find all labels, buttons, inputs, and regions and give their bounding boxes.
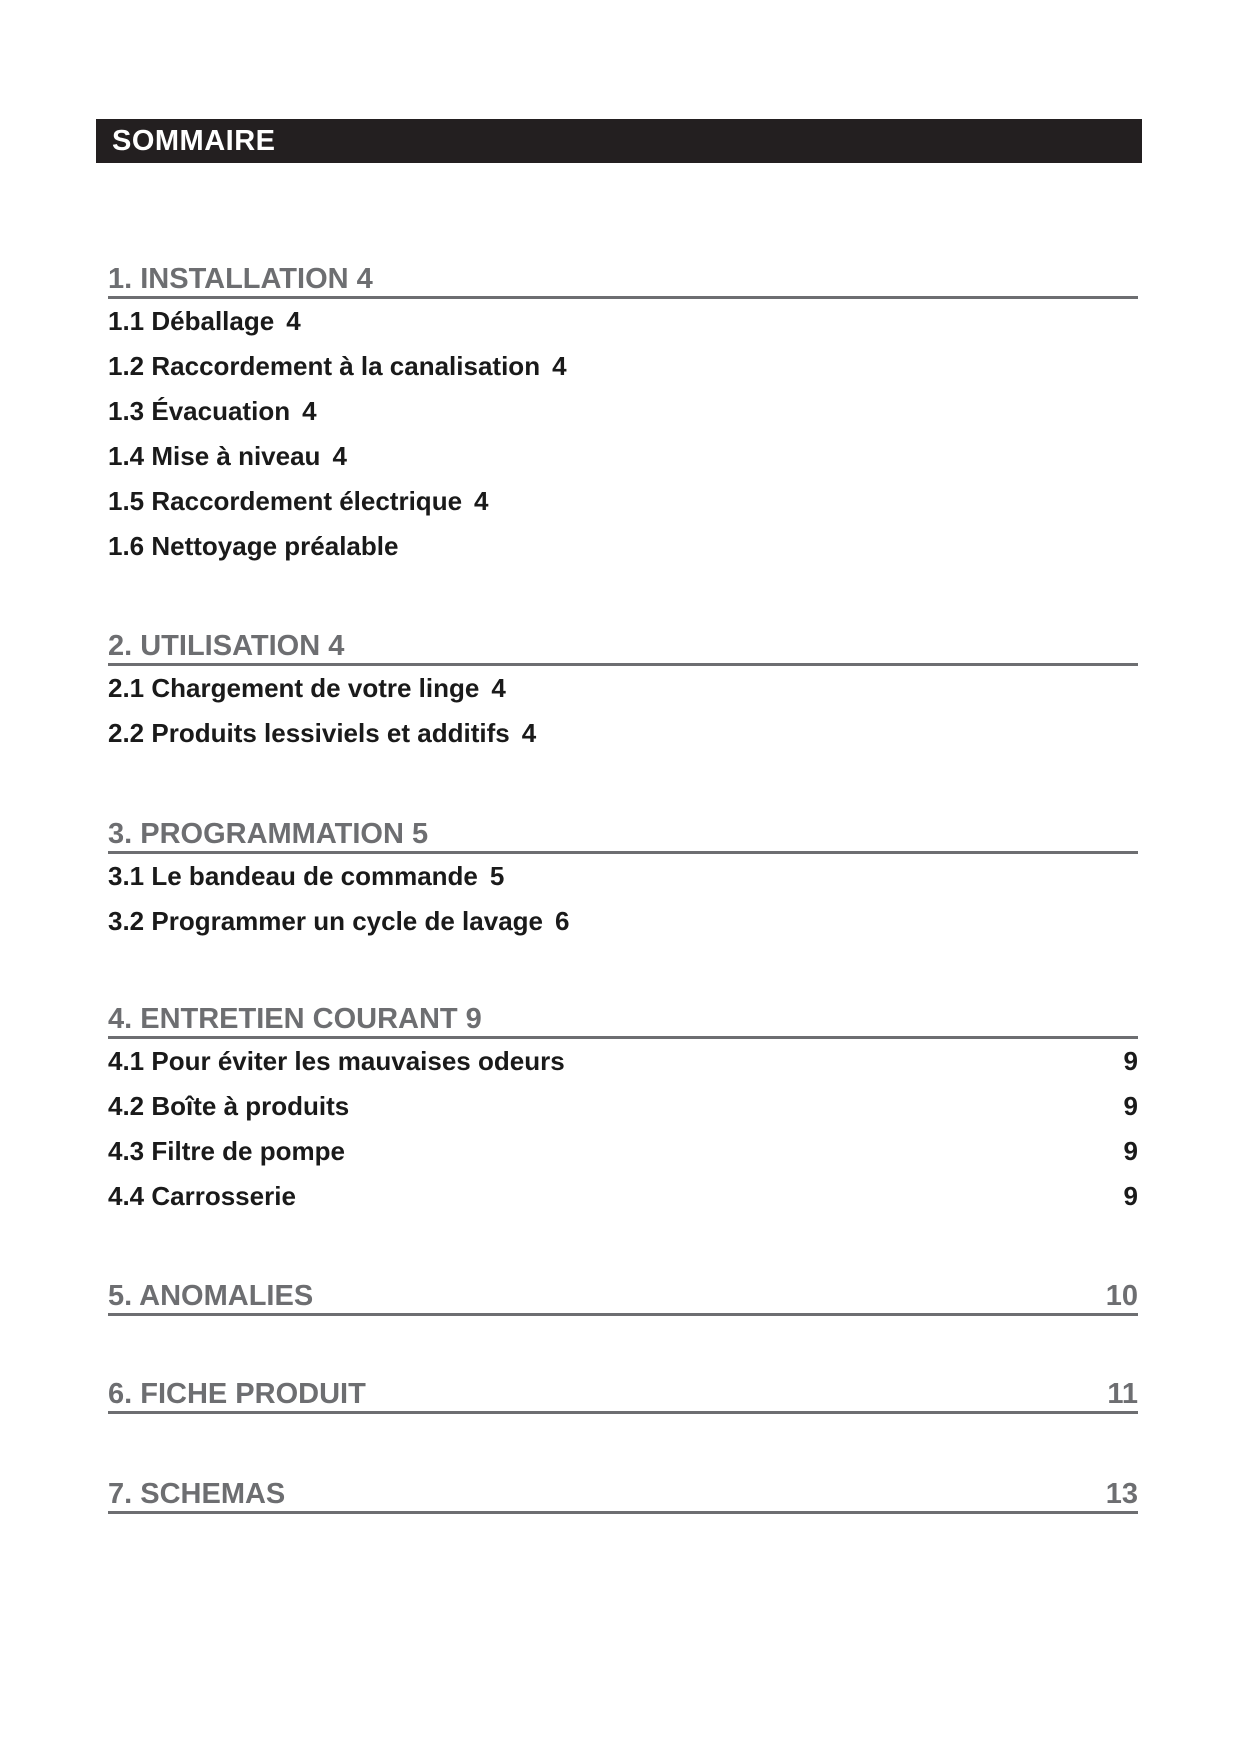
toc-item-page: 4	[332, 441, 347, 471]
toc-item-label: 1.2 Raccordement à la canalisation	[108, 351, 541, 381]
toc-item-label: 4.4 Carrosserie	[108, 1181, 296, 1211]
section-heading[interactable]	[108, 1276, 1138, 1316]
section-heading[interactable]	[108, 999, 1138, 1039]
toc-item-label: 1.5 Raccordement électrique	[108, 486, 463, 516]
section-heading[interactable]	[108, 1374, 1138, 1414]
toc-item[interactable]	[108, 1174, 1138, 1219]
toc-item-label: 1.6 Nettoyage préalable	[108, 531, 399, 561]
toc-item-page: 9	[1123, 1091, 1138, 1121]
section-heading-text: 3. PROGRAMMATION 5	[108, 818, 429, 850]
section-heading[interactable]	[108, 259, 1138, 299]
section-heading-text: 1. INSTALLATION 4	[108, 263, 373, 295]
toc-item[interactable]	[108, 1129, 1138, 1174]
toc-item[interactable]	[108, 434, 1138, 479]
toc-item[interactable]	[108, 344, 1138, 389]
toc-section-anomalies	[108, 1276, 1138, 1316]
toc-item[interactable]	[108, 711, 1138, 756]
toc-item-page: 4	[521, 718, 537, 748]
toc-item-label: 1.4 Mise à niveau	[108, 441, 321, 471]
section-heading[interactable]	[108, 814, 1138, 854]
toc-item[interactable]	[108, 899, 1138, 944]
page-title: SOMMAIRE	[96, 119, 1142, 163]
toc-item[interactable]	[108, 479, 1138, 524]
toc-item-page: 9	[1123, 1136, 1138, 1166]
toc-item-label: 4.3 Filtre de pompe	[108, 1136, 345, 1166]
toc-item-page: 4	[491, 673, 506, 703]
section-heading[interactable]	[108, 626, 1138, 666]
toc-item[interactable]	[108, 1039, 1138, 1084]
toc-item-label: 3.2 Programmer un cycle de lavage	[108, 906, 543, 936]
section-heading[interactable]	[108, 1474, 1138, 1514]
toc-section-schemas	[108, 1474, 1138, 1514]
toc-item[interactable]	[108, 524, 1138, 569]
toc-item-page: 5	[489, 861, 505, 891]
toc-item-page: 9	[1123, 1046, 1138, 1076]
toc-item-label: 4.1 Pour éviter les mauvaises odeurs	[108, 1046, 565, 1076]
toc-item-label: 2.1 Chargement de votre linge	[108, 673, 480, 703]
toc-item-page: 9	[1123, 1181, 1138, 1211]
toc-item-page: 4	[474, 486, 489, 516]
toc-item-page: 4	[552, 351, 567, 381]
section-heading-text: 5. ANOMALIES	[108, 1280, 314, 1312]
toc-item-page: 4	[286, 306, 301, 336]
section-page: 11	[1107, 1378, 1138, 1410]
section-page: 10	[1105, 1280, 1138, 1312]
toc-item[interactable]	[108, 389, 1138, 434]
toc-item-page: 6	[555, 906, 570, 936]
toc-item-page: 4	[302, 396, 317, 426]
toc-item-label: 2.2 Produits lessiviels et additifs	[108, 718, 510, 748]
toc-item[interactable]	[108, 1084, 1138, 1129]
section-heading-text: 2. UTILISATION 4	[108, 630, 345, 662]
toc-section-utilisation	[108, 626, 1138, 756]
toc-item-label: 3.1 Le bandeau de commande	[108, 861, 478, 891]
toc-item[interactable]	[108, 854, 1138, 899]
toc-section-fiche-produit	[108, 1374, 1138, 1414]
section-heading-text: 4. ENTRETIEN COURANT 9	[108, 1003, 482, 1035]
toc-section-programmation	[108, 814, 1138, 944]
toc-item[interactable]	[108, 299, 1138, 344]
toc-section-installation	[108, 259, 1138, 569]
toc-item[interactable]	[108, 666, 1138, 711]
section-heading-text: 6. FICHE PRODUIT	[108, 1378, 366, 1410]
toc-item-label: 4.2 Boîte à produits	[108, 1091, 350, 1121]
toc-item-label: 1.1 Déballage	[108, 306, 275, 336]
section-page: 13	[1105, 1478, 1138, 1510]
toc-item-label: 1.3 Évacuation	[108, 396, 291, 426]
section-heading-text: 7. SCHEMAS	[108, 1478, 286, 1510]
toc-section-entretien	[108, 999, 1138, 1219]
